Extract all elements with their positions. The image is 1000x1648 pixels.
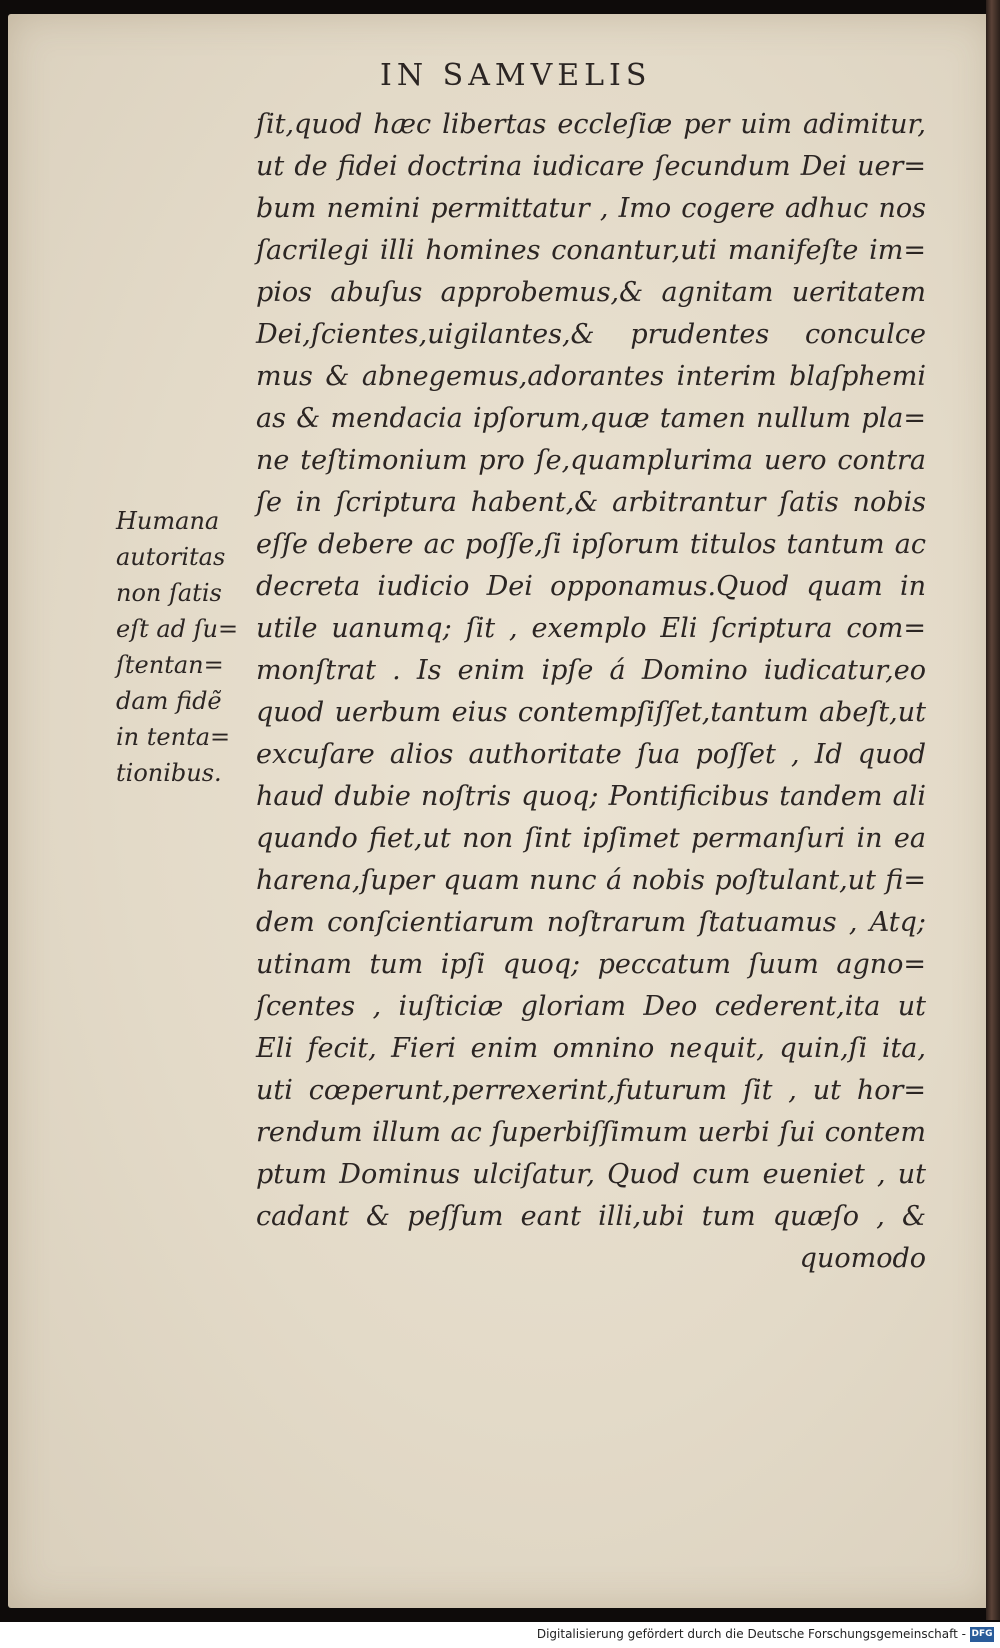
marginal-note-line: dam fidẽ [116, 687, 222, 715]
text-line: quod uerbum eius contempſiſſet,tantum abeſt,ut [256, 697, 926, 728]
text-line: Dei,ſcientes,uigilantes,& prudentes conculce [256, 319, 926, 350]
marginal-note-line: Humana [116, 507, 220, 535]
funding-credit: Digitalisierung gefördert durch die Deutsche Forschungsgemeinschaft - [536, 1627, 966, 1641]
text-line: cadant & peſſum eant illi,ubi tum quæſo , & [256, 1201, 926, 1232]
text-line: ptum Dominus ulciſatur, Quod cum eueniet , ut [256, 1159, 926, 1190]
text-line: eſſe debere ac poſſe,ſi ipſorum titulos tantum ac [256, 529, 926, 560]
marginal-note-line: tionibus. [116, 759, 222, 787]
book-edge [986, 0, 1000, 1620]
text-line: as & mendacia ipſorum,quæ tamen nullum pla= [256, 403, 926, 434]
text-line: decreta iudicio Dei opponamus.Quod quam in [256, 571, 926, 602]
text-line: uti cœperunt,perrexerint,futurum ſit , ut hor= [256, 1075, 926, 1106]
marginal-note-line: non ſatis [116, 579, 222, 607]
marginal-note-line: eſt ad ſu= [116, 615, 239, 643]
footer-bar [0, 1622, 1000, 1648]
text-line: haud dubie noſtris quoq; Pontificibus tandem ali [256, 781, 926, 812]
text-line: bum nemini permittatur , Imo cogere adhuc nos [256, 193, 926, 224]
dfg-logo: DFG [970, 1627, 994, 1642]
text-line: rendum illum ac ſuperbiſſimum uerbi ſui contem [256, 1117, 926, 1148]
text-line: mus & abnegemus,adorantes interim blaſphemi [256, 361, 926, 392]
marginal-note-line: ſtentan= [116, 651, 224, 679]
text-line: utinam tum ipſi quoq; peccatum ſuum agno= [256, 949, 926, 980]
text-line: dem conſcientiarum noſtrarum ſtatuamus , Atq; [256, 907, 926, 938]
text-line: ut de fidei doctrina iudicare ſecundum Dei uer= [256, 151, 926, 182]
text-line: ſacrilegi illi homines conantur,uti manifeſte im= [256, 235, 926, 266]
text-line: quando fiet,ut non ſint ipſimet permanſuri in ea [256, 823, 926, 854]
text-line: ſe in ſcriptura habent,& arbitrantur ſatis nobis [256, 487, 926, 518]
text-line: ſcentes , iuſticiæ gloriam Deo cederent,ita ut [256, 991, 926, 1022]
text-line: ne teſtimonium pro ſe,quamplurima uero contra [256, 445, 926, 476]
marginal-note [116, 503, 256, 791]
text-line: harena,ſuper quam nunc á nobis poſtulant,ut fi= [256, 865, 926, 896]
running-head: IN SAMVELIS [380, 58, 652, 93]
marginal-note-line: in tenta= [116, 723, 231, 751]
text-line: pios abuſus approbemus,& agnitam ueritatem [256, 277, 926, 308]
text-line: ſit,quod hæc libertas eccleſiæ per uim adimitur, [256, 109, 926, 140]
catchword: quomodo [799, 1243, 926, 1274]
text-line: utile uanumq; ſit , exemplo Eli ſcriptura com= [256, 613, 926, 644]
main-text-block [256, 104, 926, 1280]
text-line: excuſare alios authoritate ſua poſſet , Id quod [256, 739, 926, 770]
text-line: Eli fecit, Fieri enim omnino nequit, quin,ſi ita, [256, 1033, 926, 1064]
text-line: monſtrat . Is enim ipſe á Domino iudicatur,eo [256, 655, 926, 686]
marginal-note-line: autoritas [116, 543, 226, 571]
